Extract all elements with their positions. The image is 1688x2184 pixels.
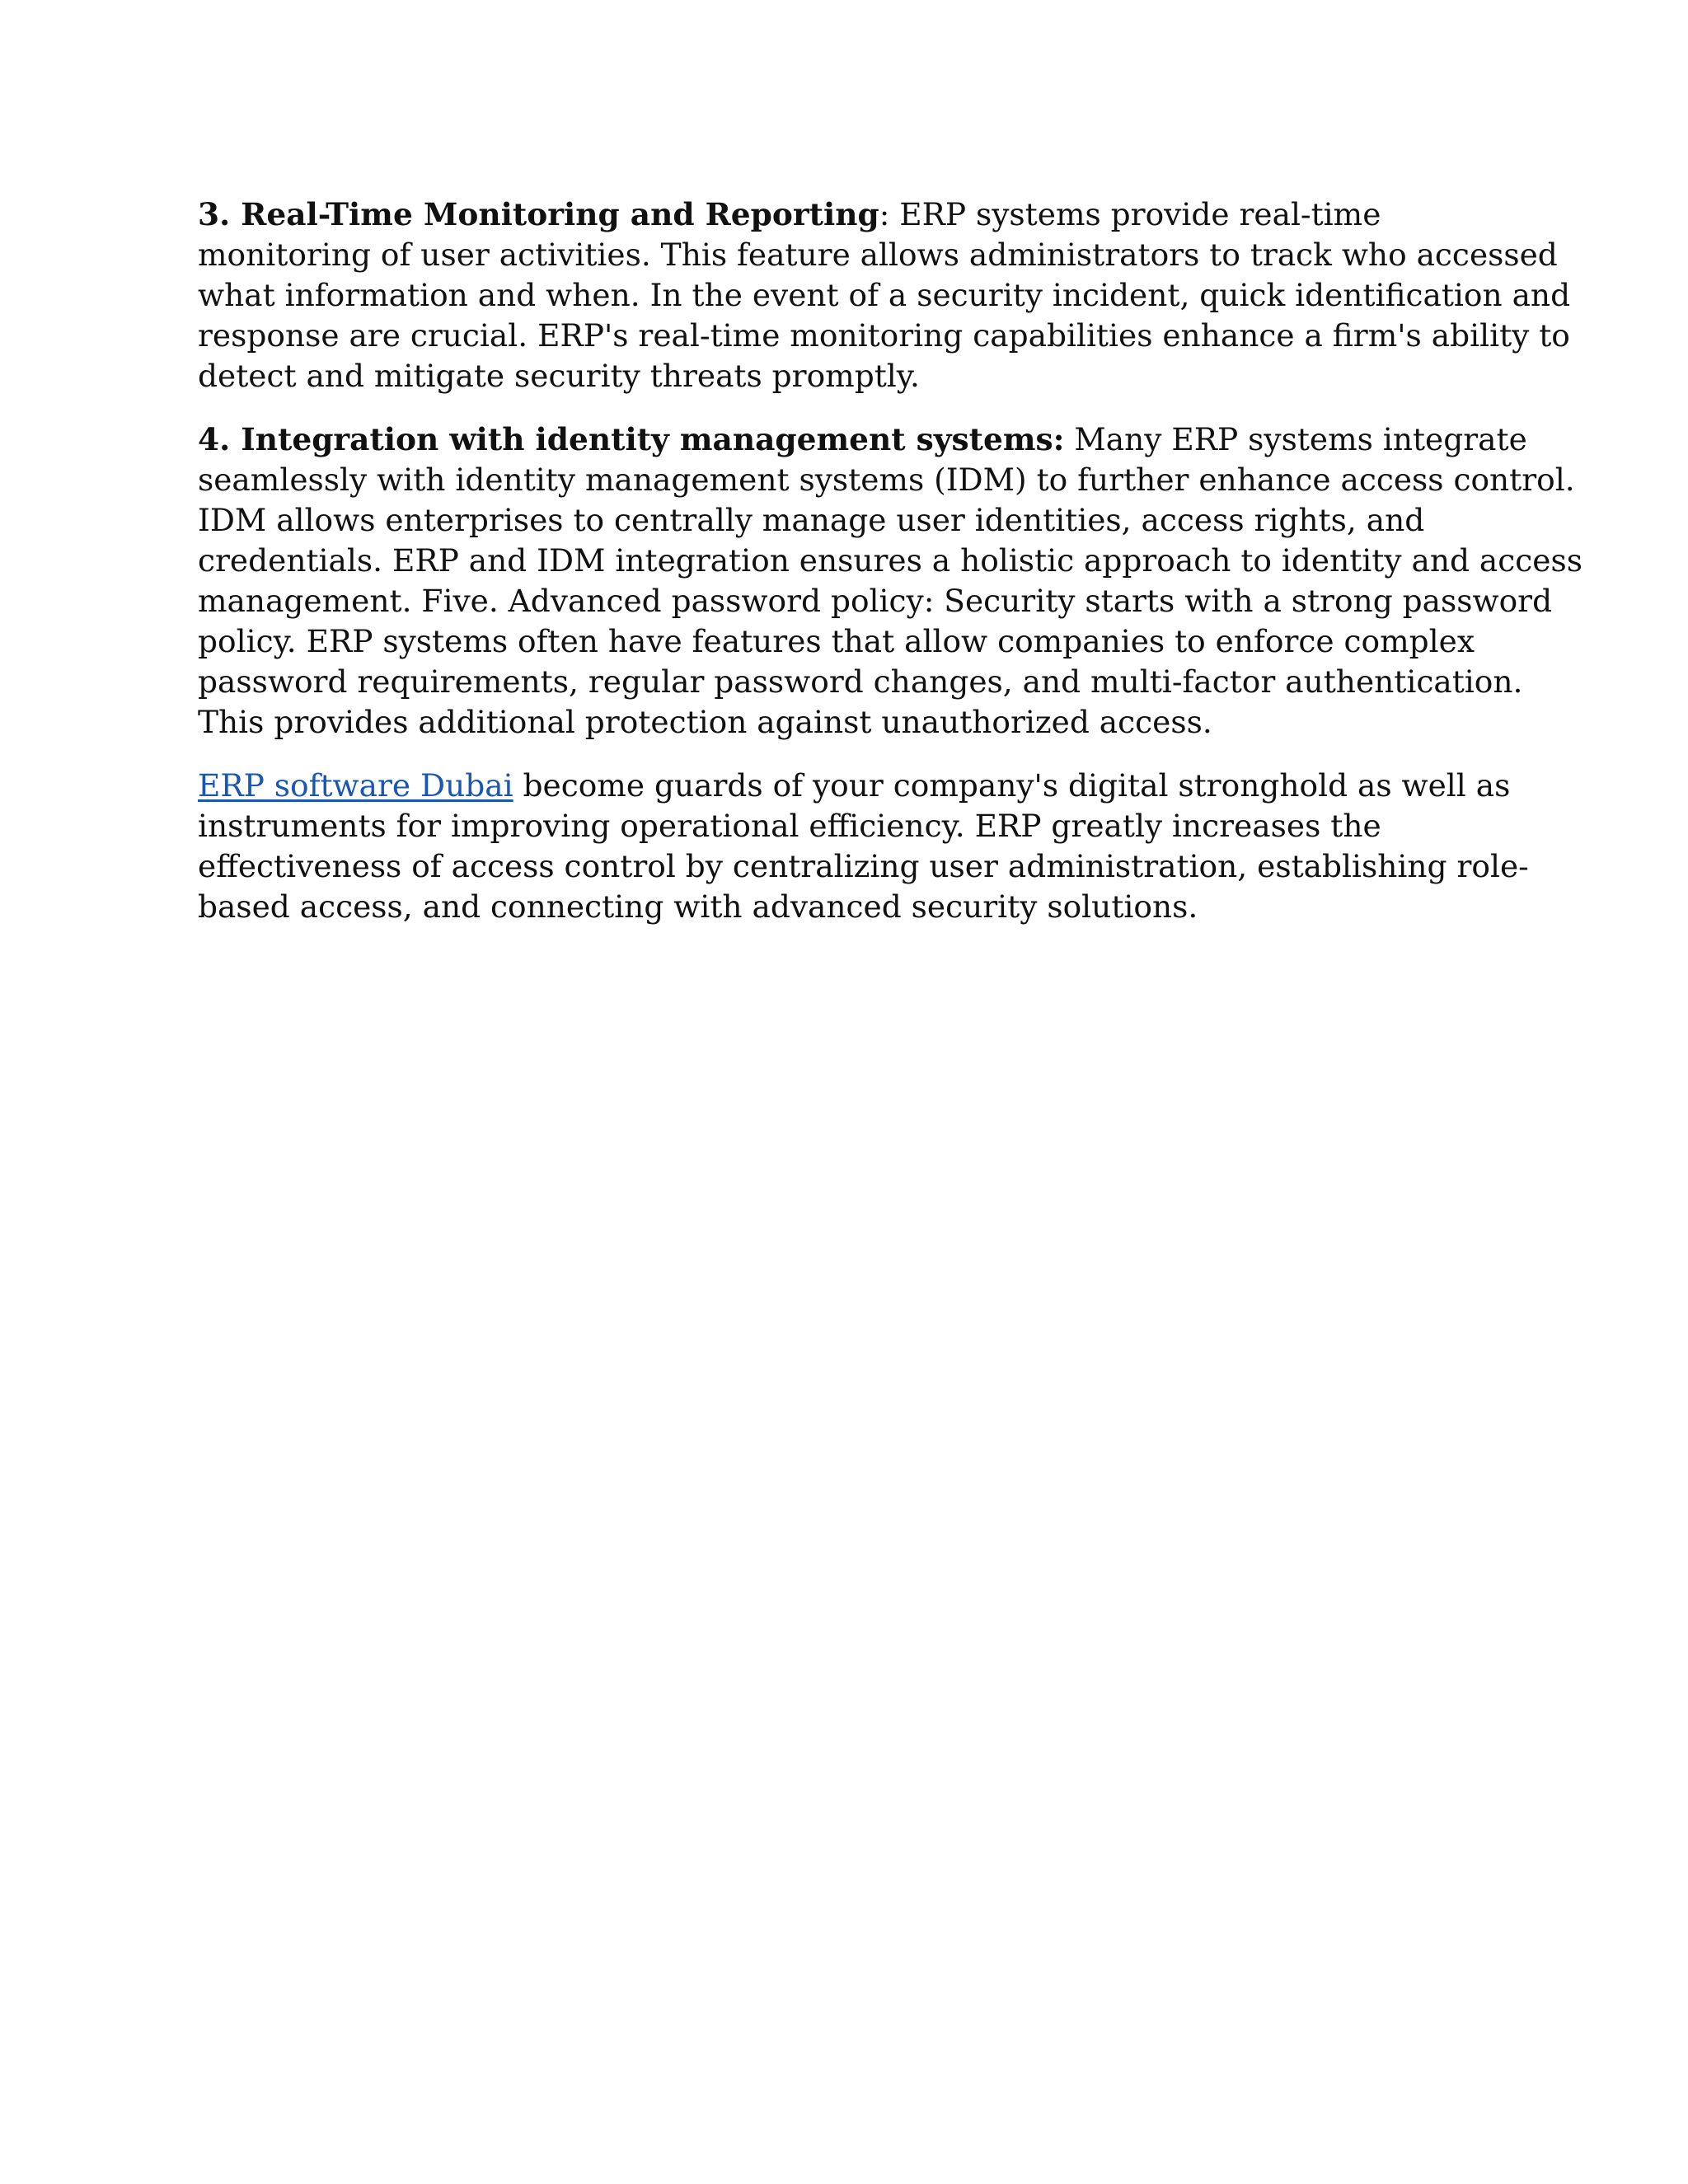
paragraph-line: password requirements, regular password changes, and multi-factor authentication. bbox=[198, 663, 1523, 700]
paragraph-line: This provides additional protection against unauthorized access. bbox=[198, 704, 1212, 740]
paragraph-line: instruments for improving operational efficiency. ERP greatly increases the bbox=[198, 808, 1381, 844]
paragraph-text: Many ERP systems integrate bbox=[1064, 421, 1527, 457]
paragraph-text: : ERP systems provide real-time bbox=[879, 196, 1381, 232]
erp-software-dubai-link[interactable]: ERP software Dubai bbox=[198, 767, 513, 804]
paragraph-line: credentials. ERP and IDM integration ensures a holistic approach to identity and access bbox=[198, 542, 1582, 579]
paragraph-line: IDM allows enterprises to centrally manage user identities, access rights, and bbox=[198, 502, 1425, 538]
paragraph-line: seamlessly with identity management systems (IDM) to further enhance access control. bbox=[198, 462, 1575, 498]
paragraph-line: effectiveness of access control by centralizing user administration, establishing role- bbox=[198, 848, 1529, 884]
document-body bbox=[198, 194, 1582, 950]
paragraph-line bbox=[198, 766, 1511, 806]
paragraph-realtime-monitoring bbox=[198, 194, 1571, 396]
paragraph-line bbox=[198, 419, 1527, 460]
paragraph-erp-summary bbox=[198, 766, 1529, 927]
section-heading-identity-management: 4. Integration with identity management systems: bbox=[198, 421, 1065, 457]
paragraph-line: policy. ERP systems often have features that allow companies to enforce complex bbox=[198, 623, 1475, 659]
paragraph-line: management. Five. Advanced password policy: Security starts with a strong password bbox=[198, 583, 1553, 619]
paragraph-line: response are crucial. ERP's real-time monitoring capabilities enhance a firm's ability to bbox=[198, 317, 1570, 354]
paragraph-line: based access, and connecting with advanced security solutions. bbox=[198, 888, 1198, 925]
paragraph-line bbox=[198, 194, 1500, 235]
section-heading-realtime-monitoring: 3. Real-Time Monitoring and Reporting bbox=[198, 196, 879, 232]
paragraph-text: become guards of your company's digital stronghold as well as bbox=[513, 767, 1511, 804]
paragraph-identity-management bbox=[198, 419, 1582, 743]
paragraph-line: detect and mitigate security threats promptly. bbox=[198, 358, 920, 394]
paragraph-line: what information and when. In the event of a security incident, quick identification and bbox=[198, 277, 1571, 313]
paragraph-line: monitoring of user activities. This feature allows administrators to track who accessed bbox=[198, 237, 1558, 273]
